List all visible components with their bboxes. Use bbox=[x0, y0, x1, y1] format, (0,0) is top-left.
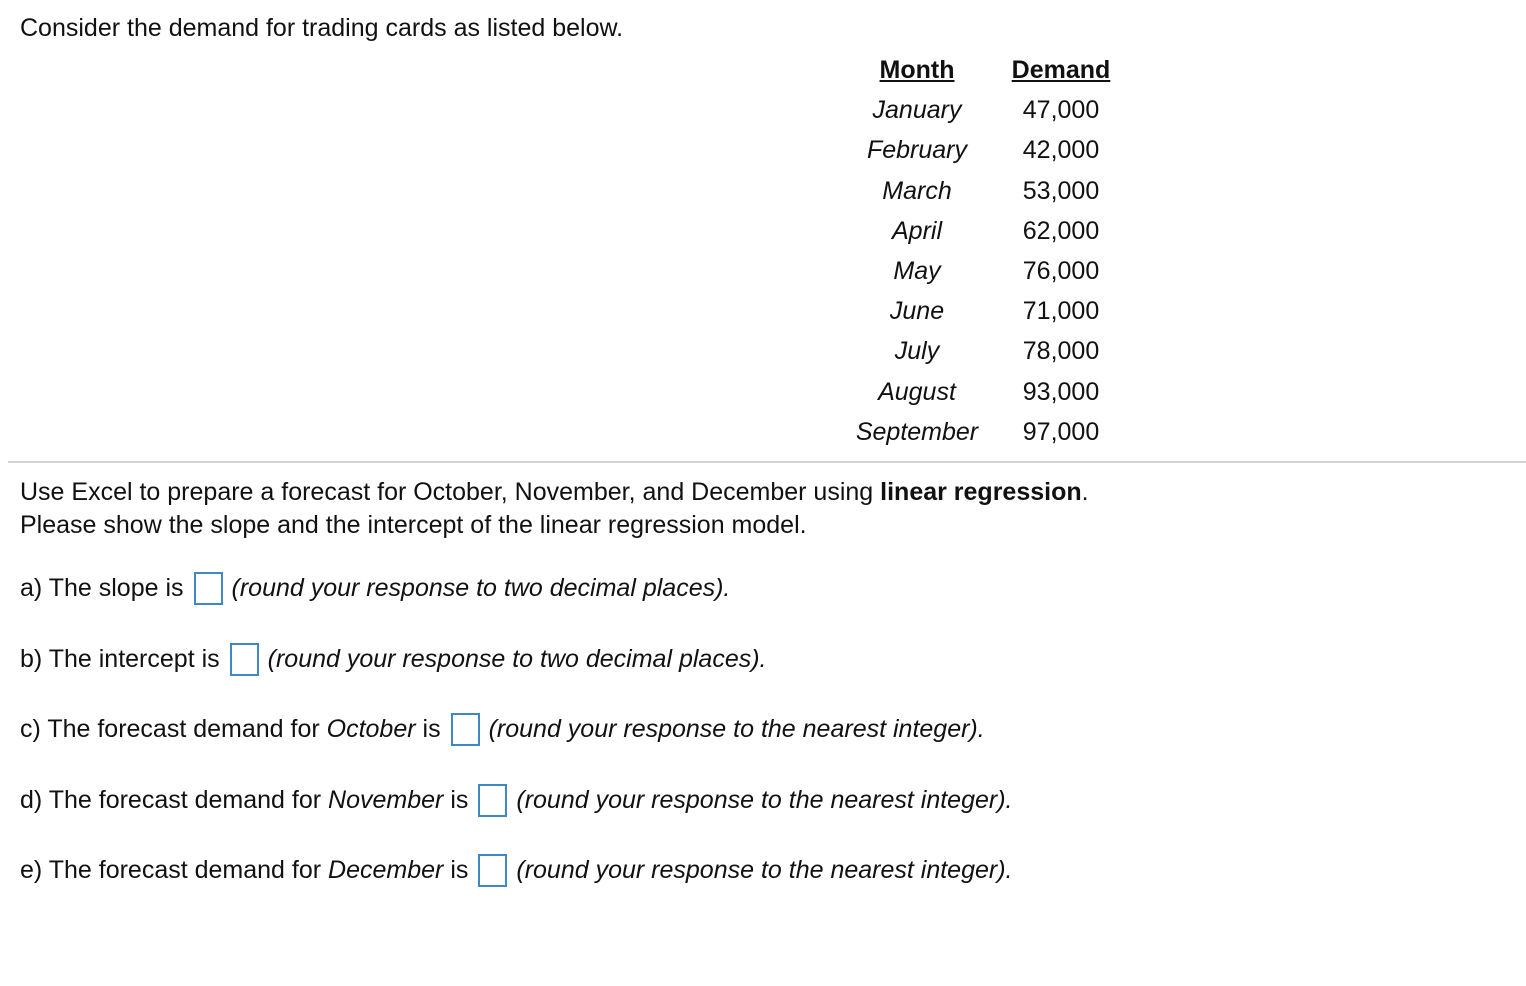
demand-cell: 71,000 bbox=[1022, 297, 1100, 326]
demand-cell: 97,000 bbox=[1022, 417, 1100, 446]
question-e-label bbox=[20, 856, 468, 885]
month-cell: September bbox=[855, 417, 979, 446]
question-c-suffix: is bbox=[415, 714, 441, 743]
intercept-answer-input[interactable] bbox=[230, 643, 259, 676]
month-cell: August bbox=[878, 377, 956, 406]
question-c-prefix: c) The forecast demand for bbox=[20, 714, 327, 743]
question-c-october bbox=[20, 710, 985, 748]
demand-cell: 42,000 bbox=[1022, 136, 1100, 165]
month-cell: June bbox=[889, 297, 945, 326]
slope-answer-input[interactable] bbox=[194, 572, 223, 605]
question-e-prefix: e) The forecast demand for bbox=[20, 855, 329, 884]
table-row bbox=[843, 90, 1131, 130]
question-b-intercept bbox=[20, 640, 767, 678]
october-forecast-input[interactable] bbox=[451, 713, 480, 746]
intro-text: Consider the demand for trading cards as listed below. bbox=[20, 14, 624, 42]
question-a-hint: (round your response to two decimal places). bbox=[231, 573, 731, 602]
question-e-hint: (round your response to the nearest integer). bbox=[516, 855, 1013, 884]
question-e-month: December bbox=[328, 855, 444, 884]
question-d-month: November bbox=[328, 785, 444, 814]
demand-cell: 47,000 bbox=[1022, 96, 1100, 125]
question-b-label: b) The intercept is bbox=[20, 644, 220, 673]
demand-table bbox=[843, 50, 1131, 452]
question-b-hint: (round your response to two decimal places). bbox=[267, 644, 767, 673]
month-cell: July bbox=[894, 337, 940, 366]
demand-cell: 93,000 bbox=[1022, 377, 1100, 406]
question-a-slope bbox=[20, 569, 730, 607]
question-d-november bbox=[20, 781, 1013, 819]
table-row bbox=[843, 130, 1131, 170]
table-row bbox=[843, 331, 1131, 371]
table-row bbox=[843, 372, 1131, 412]
instructions-method-bold: linear regression bbox=[880, 478, 1082, 506]
question-c-hint: (round your response to the nearest integer). bbox=[488, 714, 985, 743]
table-row bbox=[843, 291, 1131, 331]
table-row bbox=[843, 412, 1131, 452]
question-d-suffix: is bbox=[443, 785, 469, 814]
instructions-line-1-prefix: Use Excel to prepare a forecast for October, November, and December using bbox=[20, 478, 881, 506]
question-c-label bbox=[20, 715, 441, 744]
month-cell: April bbox=[891, 216, 942, 245]
question-e-december bbox=[20, 851, 1013, 889]
question-c-month: October bbox=[326, 714, 416, 743]
demand-cell: 53,000 bbox=[1022, 176, 1100, 205]
question-e-suffix: is bbox=[443, 855, 469, 884]
table-row bbox=[843, 171, 1131, 211]
november-forecast-input[interactable] bbox=[478, 784, 507, 817]
december-forecast-input[interactable] bbox=[478, 854, 507, 887]
question-a-label: a) The slope is bbox=[20, 573, 184, 602]
instructions-line-2: Please show the slope and the intercept of the linear regression model. bbox=[20, 511, 807, 539]
demand-cell: 76,000 bbox=[1022, 257, 1100, 286]
demand-cell: 62,000 bbox=[1022, 216, 1100, 245]
section-divider bbox=[8, 461, 1526, 463]
demand-cell: 78,000 bbox=[1022, 337, 1100, 366]
question-d-prefix: d) The forecast demand for bbox=[20, 785, 329, 814]
table-header-row bbox=[843, 50, 1131, 90]
instructions-line-1 bbox=[20, 476, 1089, 509]
table-row bbox=[843, 211, 1131, 251]
month-cell: March bbox=[882, 176, 952, 205]
month-cell: January bbox=[872, 96, 962, 125]
column-header-demand: Demand bbox=[1011, 56, 1111, 84]
month-cell: February bbox=[866, 136, 968, 165]
month-cell: May bbox=[893, 257, 941, 286]
question-d-label bbox=[20, 786, 468, 815]
question-d-hint: (round your response to the nearest integer). bbox=[516, 785, 1013, 814]
table-row bbox=[843, 251, 1131, 291]
instructions bbox=[20, 476, 1089, 542]
column-header-month: Month bbox=[879, 56, 955, 84]
instructions-line-1-suffix: . bbox=[1081, 478, 1089, 506]
